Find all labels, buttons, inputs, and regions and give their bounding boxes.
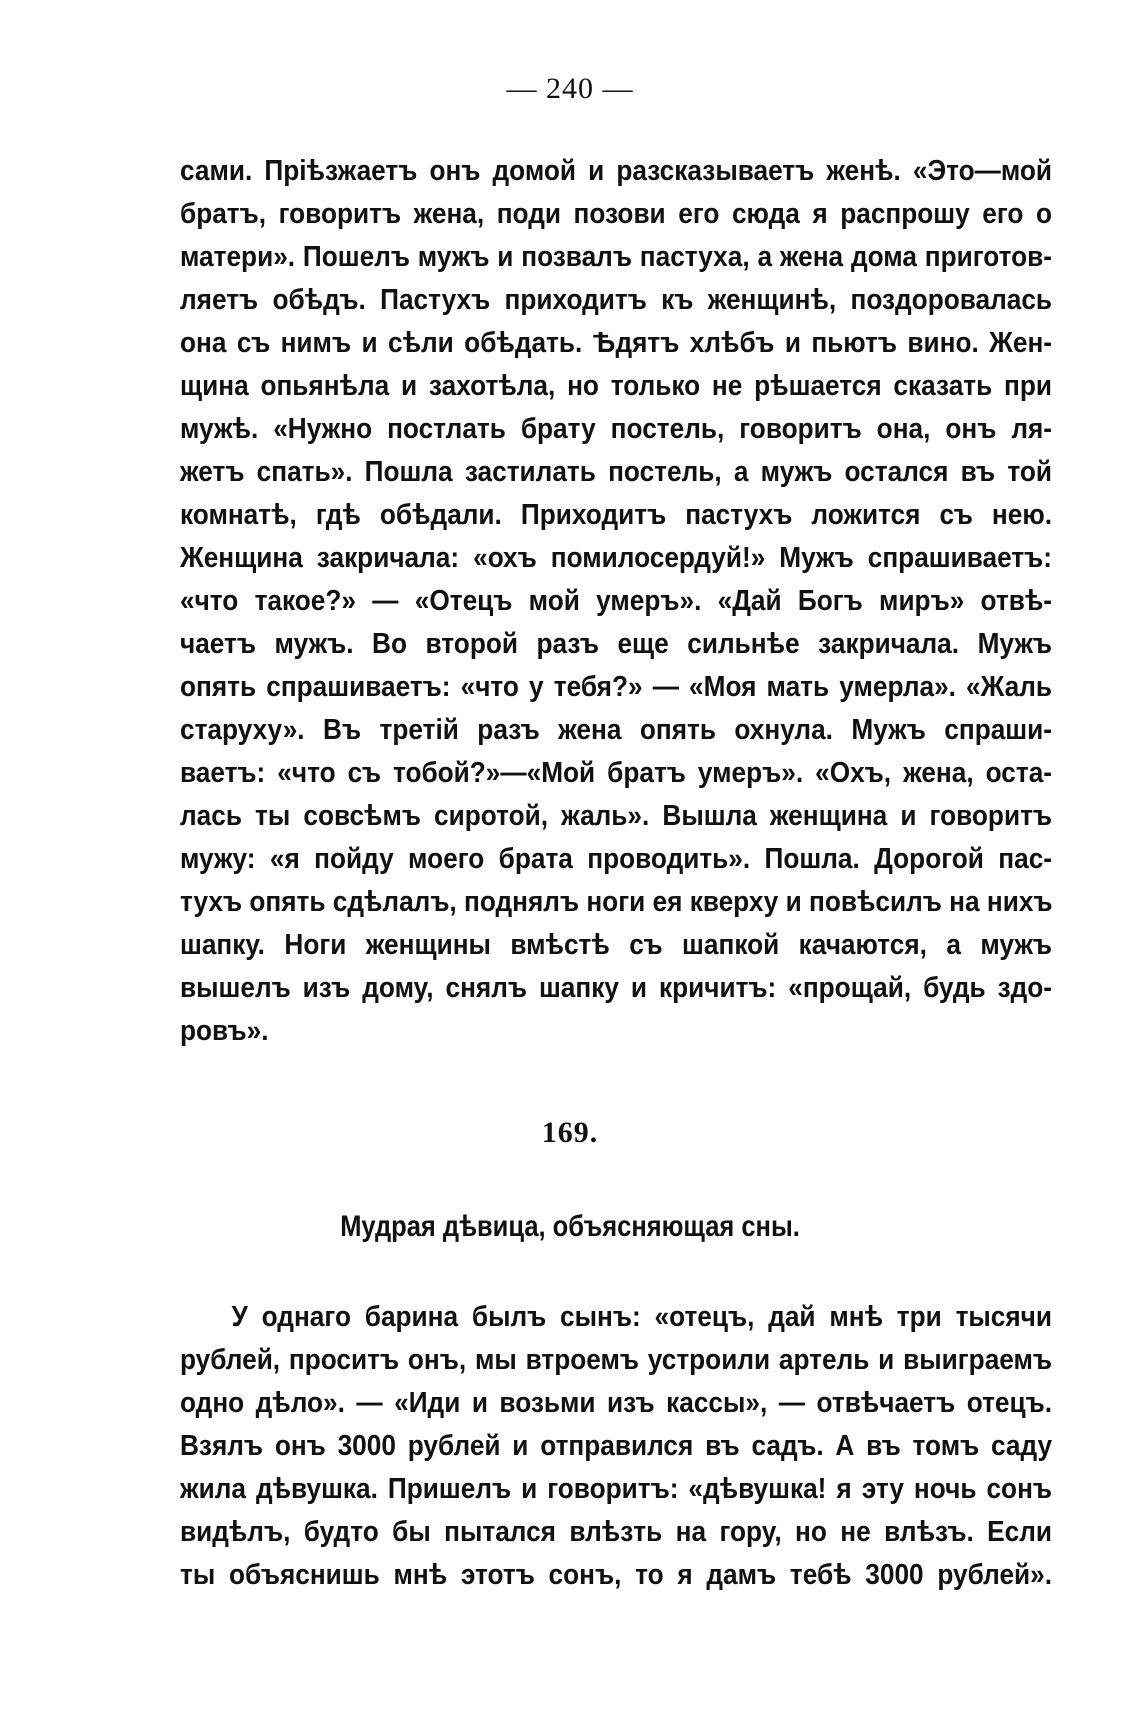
text-line: она съ нимъ и сѣли обѣдать. Ѣдятъ хлѣбъ и пьютъ вино. Жен- [180,327,1053,359]
text-line: матери». Пошелъ мужъ и позвалъ пастуха, а жена дома приготов- [180,241,1053,273]
text-line: жила дѣвушка. Пришелъ и говоритъ: «дѣвушка! я эту ночь сонъ [180,1473,1053,1505]
text-line: щина опьянѣла и захотѣла, но только не рѣшается сказать при [180,370,1053,402]
text-line: ты объяснишь мнѣ этотъ сонъ, то я дамъ тебѣ 3000 рублей». [180,1559,1053,1591]
text-line: мужѣ. «Нужно постлать брату постель, говоритъ она, онъ ля- [180,413,1053,445]
text-line: видѣлъ, будто бы пытался влѣзть на гору, но не влѣзъ. Если [180,1516,1053,1548]
text-line: Женщина закричала: «охъ помилосердуй!» Мужъ спрашиваетъ: [180,542,1053,574]
text-line: ваетъ: «что съ тобой?»—«Мой братъ умеръ». «Охъ, жена, оста- [180,757,1053,789]
page-number: — 240 — [506,72,634,105]
text-line: У однаго барина былъ сынъ: «отецъ, дай мнѣ три тысячи [231,1301,1053,1333]
continued-story-text [180,150,1052,1053]
text-line: мужу: «я пойду моего брата проводить». Пошла. Дорогой пас- [180,843,1053,875]
tale-text [180,1296,1052,1597]
text-line: шапку. Ноги женщины вмѣстѣ съ шапкой качаются, а мужъ [180,929,1053,961]
text-line: комнатѣ, гдѣ обѣдали. Приходитъ пастухъ ложится съ нею. [180,499,1053,531]
text-line: «что такое?» — «Отецъ мой умеръ». «Дай Богъ миръ» отвѣ- [180,585,1053,617]
text-line: жетъ спать». Пошла застилать постель, а мужъ остался въ той [180,456,1053,488]
tale-title: Мудрая дѣвица, объясняющая сны. [340,1210,800,1243]
text-line: старуху». Въ третій разъ жена опять охнула. Мужъ спраши- [180,714,1053,746]
text-line: лась ты совсѣмъ сиротой, жаль». Вышла женщина и говоритъ [180,800,1053,832]
text-line: чаетъ мужъ. Во второй разъ еще сильнѣе закричала. Мужъ [180,628,1053,660]
tale-number: 169. [541,1116,599,1149]
text-line: рублей, проситъ онъ, мы втроемъ устроили артель и выиграемъ [180,1344,1053,1376]
text-line: опять спрашиваетъ: «что у тебя?» — «Моя мать умерла». «Жаль [180,671,1053,703]
text-line: ляетъ обѣдъ. Пастухъ приходитъ къ женщинѣ, поздоровалась [180,284,1053,316]
text-line: ровъ». [180,1015,269,1047]
text-line: братъ, говоритъ жена, поди позови его сюда я распрошу его о [180,198,1053,230]
text-line: Взялъ онъ 3000 рублей и отправился въ садъ. А въ томъ саду [180,1430,1053,1462]
text-line: одно дѣло». — «Иди и возьми изъ кассы», — отвѣчаетъ отецъ. [180,1387,1053,1419]
text-line: тухъ опять сдѣлалъ, поднялъ ноги ея кверху и повѣсилъ на нихъ [180,886,1053,918]
text-line: сами. Пріѣзжаетъ онъ домой и разсказываетъ женѣ. «Это—мой [180,155,1053,187]
text-line: вышелъ изъ дому, снялъ шапку и кричитъ: «прощай, будь здо- [180,972,1053,1004]
